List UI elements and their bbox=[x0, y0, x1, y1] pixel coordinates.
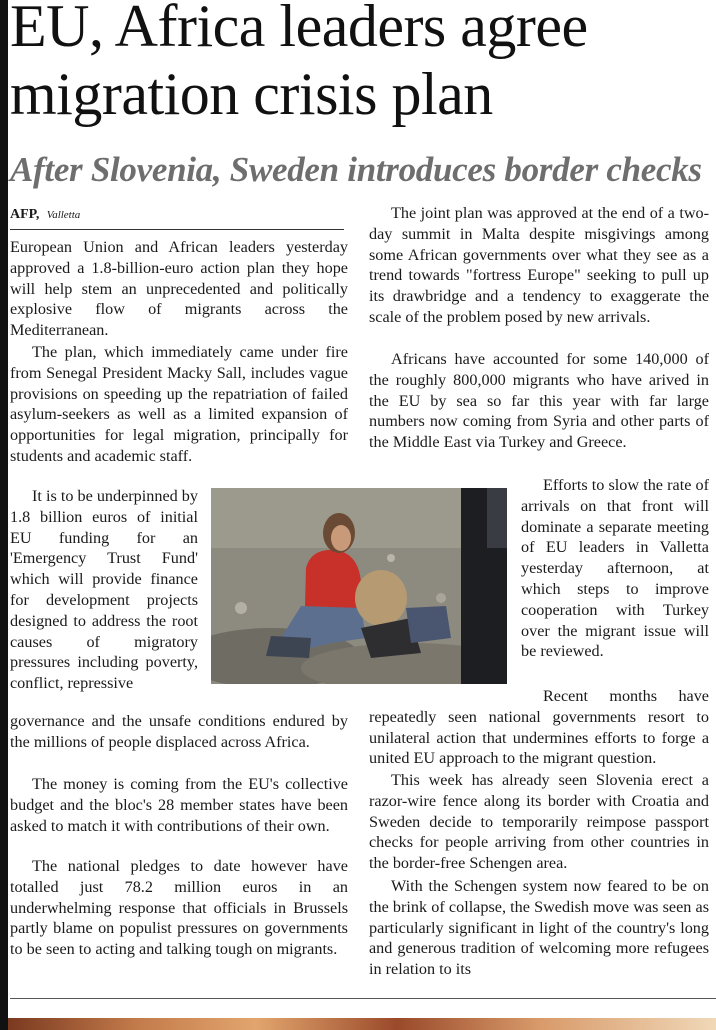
headline: EU, Africa leaders agree migration crisis plan bbox=[10, 0, 588, 127]
paragraph-6: The joint plan was approved at the end of a two-day summit in Malta despite misgivings among some African governments over what they see as a trend towards "fortress Europe" seeking to pull up its drawbridge and a tendency to exaggerate the scale of the problem posed by new arrivals. bbox=[369, 204, 709, 326]
paragraph-4: The money is coming from the EU's collective budget and the bloc's 28 member states have been asked to match it with contributions of their own. bbox=[10, 775, 348, 835]
subheadline: After Slovenia, Sweden introduces border checks bbox=[10, 150, 702, 189]
paragraph-10: This week has already seen Slovenia erect a razor-wire fence along its border with Croatia and Sweden decide to temporarily reimpose passport checks for people arriving from other countries in the border-free Schengen area. bbox=[369, 771, 709, 873]
paragraph-1: European Union and African leaders yesterday approved a 1.8-billion-euro action plan they hope will help stem an unprecedented and politically explosive flow of migrants across the Mediterranean. bbox=[10, 238, 348, 340]
paragraph-11: With the Schengen system now feared to be on the brink of collapse, the Swedish move was seen as particularly significant in light of the country's long and generous tradition of welcoming more refugees in relation to its bbox=[369, 877, 709, 979]
photo-illustration bbox=[211, 488, 507, 684]
paragraph-5: The national pledges to date however have totalled just 78.2 million euros in an underwhelming response that officials in Brussels partly blame on populist pressures on governments to be seen to acting and talking tough on migrants. bbox=[10, 857, 348, 959]
bottom-rule bbox=[10, 998, 716, 999]
paragraph-2: The plan, which immediately came under fire from Senegal President Macky Sall, includes vague provisions on speeding up the repatriation of failed asylum-seekers as well as a limited expansion of opportunities for legal migration, principally for students and academic staff. bbox=[10, 343, 348, 465]
page-edge-shadow bbox=[0, 0, 8, 1030]
paragraph-8: Efforts to slow the rate of arrivals on that front will dominate a separate meeting of EU leaders in Valletta yesterday afternoon, at which steps to improve cooperation with Turkey over the migrant issue will be reviewed. bbox=[521, 476, 709, 661]
byline bbox=[10, 206, 344, 230]
news-photo bbox=[211, 488, 507, 684]
paragraph-9: Recent months have repeatedly seen national governments resort to unilateral action that undermines efforts to forge a united EU approach to the migrant question. bbox=[369, 687, 709, 768]
byline-location: Valletta bbox=[46, 209, 81, 221]
paragraph-3: It is to be underpinned by 1.8 billion euros of initial EU funding for an 'Emergency Trust Fund' which will provide finance for development projects designed to address the root causes of migratory pressures including poverty, conflict, repressive bbox=[10, 487, 198, 693]
byline-agency: AFP, bbox=[10, 207, 40, 222]
paragraph-3-continued: governance and the unsafe conditions endured by the millions of people displaced across Africa. bbox=[10, 712, 348, 751]
paragraph-7: Africans have accounted for some 140,000 of the roughly 800,000 migrants who have arived in the EU by sea so far this year with far large numbers now coming from Syria and other parts of the Middle East via Turkey and Greece. bbox=[369, 350, 709, 452]
next-article-image-strip bbox=[8, 1018, 716, 1030]
